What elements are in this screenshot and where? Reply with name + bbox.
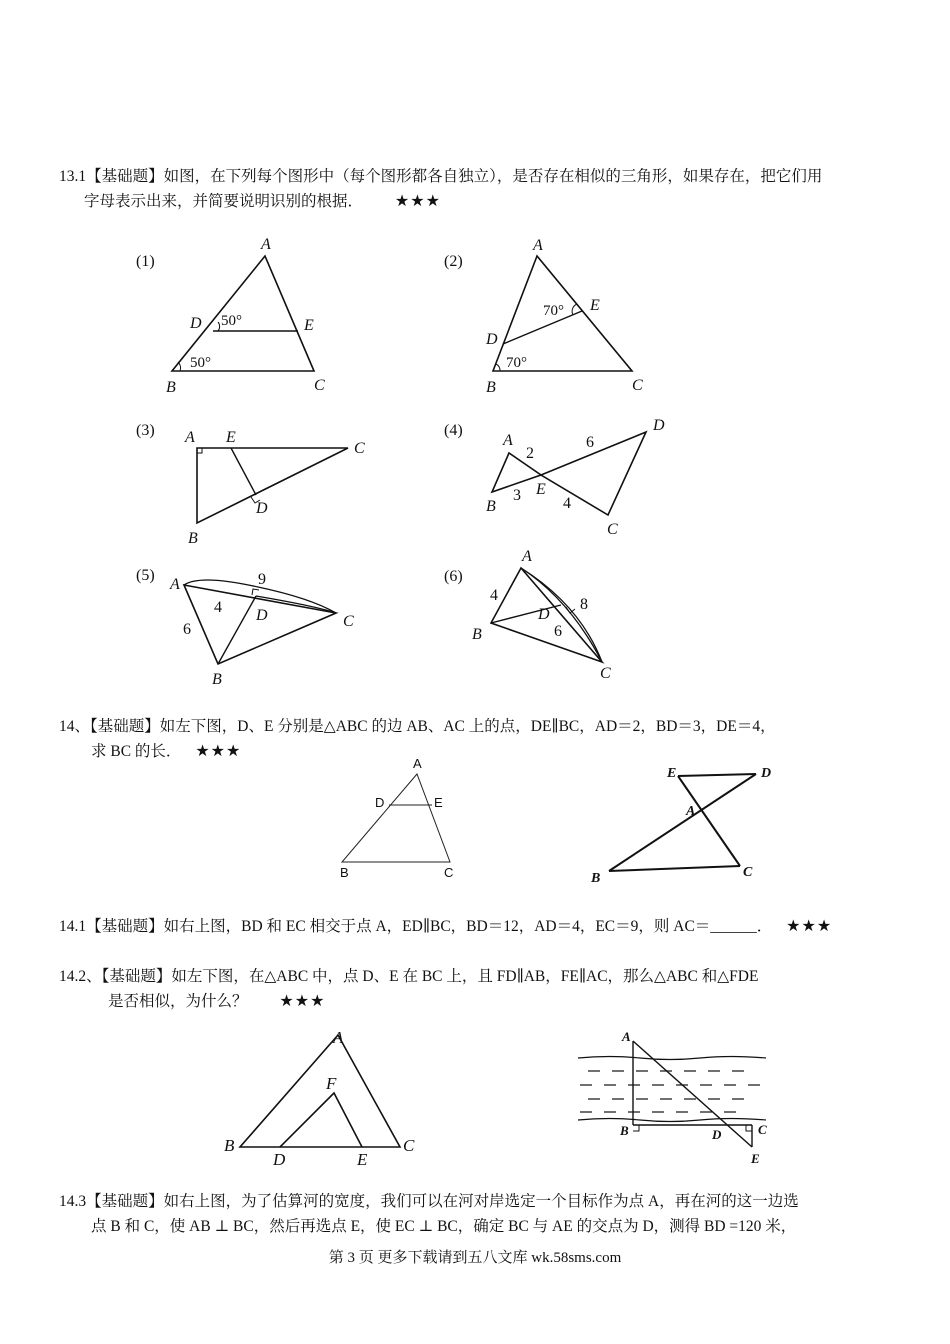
river-bank-near xyxy=(578,1119,766,1122)
label-e: E xyxy=(536,481,546,498)
segment-bc xyxy=(609,866,740,871)
length-label: 4 xyxy=(563,495,571,512)
length-label: 3 xyxy=(513,487,521,504)
length-label: 6 xyxy=(554,623,562,640)
label-a: A xyxy=(413,756,422,771)
q14-line2 xyxy=(91,742,241,762)
difficulty-stars: ★★★ xyxy=(786,918,833,935)
q14-triangle-figure xyxy=(330,752,470,882)
label-e: E xyxy=(590,297,600,314)
label-a: A xyxy=(503,432,513,449)
label-d: D xyxy=(538,606,550,623)
segment-ed xyxy=(231,448,256,495)
label-e: E xyxy=(751,1151,760,1166)
angle-label: 70° xyxy=(506,355,527,371)
angle-label: 70° xyxy=(543,303,564,319)
page-footer: 第 3 页 更多下载请到五八文库 wk.58sms.com xyxy=(328,1250,622,1266)
length-label: 6 xyxy=(183,621,191,638)
river-width-figure xyxy=(570,1025,780,1170)
label-d: D xyxy=(712,1127,722,1142)
label-c: C xyxy=(343,613,354,630)
q14-2-line2-text: 是否相似，为什么？ xyxy=(108,993,248,1010)
segment-bd xyxy=(218,596,256,664)
label-b: B xyxy=(188,530,198,547)
river-bank-far xyxy=(578,1057,766,1060)
q13-1-line2 xyxy=(84,192,441,212)
label-d: D xyxy=(190,315,202,332)
triangle-abc xyxy=(172,256,314,371)
q14-2-line1: 14.2、【基础题】如左下图，在△ABC 中，点 D、E 在 BC 上，且 FD∥AB，FE∥AC，那么△ABC 和△FDE xyxy=(59,968,759,985)
label-e: E xyxy=(357,1150,368,1169)
label-a: A xyxy=(333,1028,344,1047)
label-a: A xyxy=(185,429,195,446)
label-a: A xyxy=(533,237,543,254)
length-label: 9 xyxy=(258,571,266,588)
q14-line1: 14、【基础题】如左下图，D、E 分别是△ABC 的边 AB、AC 上的点，DE∥BC，AD＝2，BD＝3，DE＝4， xyxy=(59,718,776,735)
label-b: B xyxy=(620,1123,629,1138)
label-e: E xyxy=(226,429,236,446)
q14-1-text: 14.1【基础题】如右上图，BD 和 EC 相交于点 A，ED∥BC，BD＝12，AD＝4，EC＝9，则 AC＝______． xyxy=(59,918,773,935)
q14-2-line2 xyxy=(108,992,325,1012)
label-b: B xyxy=(486,379,496,396)
label-e: E xyxy=(434,795,443,810)
q14-1-intersect-figure xyxy=(585,758,795,888)
label-c: C xyxy=(758,1122,767,1137)
label-d: D xyxy=(375,795,385,810)
label-c: C xyxy=(403,1136,415,1155)
label-d: D xyxy=(761,766,772,781)
label-a: A xyxy=(261,236,271,253)
label-b: B xyxy=(591,871,601,886)
figure-2 xyxy=(440,236,660,396)
segment-bd xyxy=(491,605,561,623)
angle-label: 50° xyxy=(221,313,242,329)
figure-6 xyxy=(440,545,660,685)
length-label: 4 xyxy=(490,587,498,604)
label-c: C xyxy=(314,377,325,394)
q14-3-line2: 点 B 和 C，使 AB ⊥ BC，然后再选点 E，使 EC ⊥ BC，确定 BC 与 AE 的交点为 D，测得 BD =120 米， xyxy=(91,1218,797,1235)
label-d: D xyxy=(256,500,268,517)
figure-number: (1) xyxy=(136,253,155,270)
label-b: B xyxy=(472,626,482,643)
difficulty-stars: ★★★ xyxy=(279,993,326,1010)
label-a: A xyxy=(522,548,532,565)
figure-4 xyxy=(440,415,680,545)
label-d: D xyxy=(256,607,268,624)
segment-ed xyxy=(678,774,756,776)
label-f: F xyxy=(326,1074,337,1093)
label-b: B xyxy=(340,865,349,880)
label-e: E xyxy=(304,317,314,334)
q13-1-line2-text: 字母表示出来，并简要说明识别的根据． xyxy=(84,193,364,210)
label-a: A xyxy=(686,804,696,819)
length-label: 8 xyxy=(580,596,588,613)
figure-3 xyxy=(130,415,380,550)
label-d: D xyxy=(273,1150,286,1169)
triangle-abc xyxy=(240,1035,400,1147)
label-c: C xyxy=(632,377,643,394)
figure-number: (5) xyxy=(136,567,155,584)
label-d: D xyxy=(486,331,498,348)
label-a: A xyxy=(170,576,180,593)
triangle-abc xyxy=(197,448,348,523)
figure-number: (4) xyxy=(444,422,463,439)
figure-1 xyxy=(130,236,350,396)
triangle-fde xyxy=(280,1093,362,1147)
label-b: B xyxy=(166,379,176,396)
label-d: D xyxy=(653,417,665,434)
length-label: 6 xyxy=(586,434,594,451)
q14-1-line xyxy=(59,917,832,937)
water-dashes xyxy=(580,1071,760,1112)
q14-line2-text: 求 BC 的长． xyxy=(91,743,182,760)
length-label: 2 xyxy=(526,445,534,462)
difficulty-stars: ★★★ xyxy=(394,193,441,210)
figure-5 xyxy=(130,560,380,695)
label-e: E xyxy=(667,766,677,781)
label-a: A xyxy=(622,1029,631,1044)
length-label: 4 xyxy=(214,599,222,616)
q14-3-line1: 14.3【基础题】如右上图，为了估算河的宽度，我们可以在河对岸选定一个目标作为点 A，再在河的这一边选 xyxy=(59,1193,799,1210)
label-c: C xyxy=(444,865,454,880)
figure-number: (2) xyxy=(444,253,463,270)
q13-1-line1: 13.1【基础题】如图，在下列每个图形中（每个图形都各自独立），是否存在相似的三角形，如果存在，把它们用 xyxy=(59,168,823,185)
label-c: C xyxy=(354,440,365,457)
label-c: C xyxy=(743,865,753,880)
label-b: B xyxy=(212,671,222,688)
figure-number: (3) xyxy=(136,422,155,439)
figure-number: (6) xyxy=(444,568,463,585)
label-c: C xyxy=(600,665,611,682)
angle-label: 50° xyxy=(190,355,211,371)
label-b: B xyxy=(224,1136,235,1155)
difficulty-stars: ★★★ xyxy=(195,743,242,760)
label-c: C xyxy=(607,521,618,538)
q14-2-triangle-figure xyxy=(220,1025,430,1175)
label-b: B xyxy=(486,498,496,515)
triangle-abc xyxy=(342,774,450,862)
